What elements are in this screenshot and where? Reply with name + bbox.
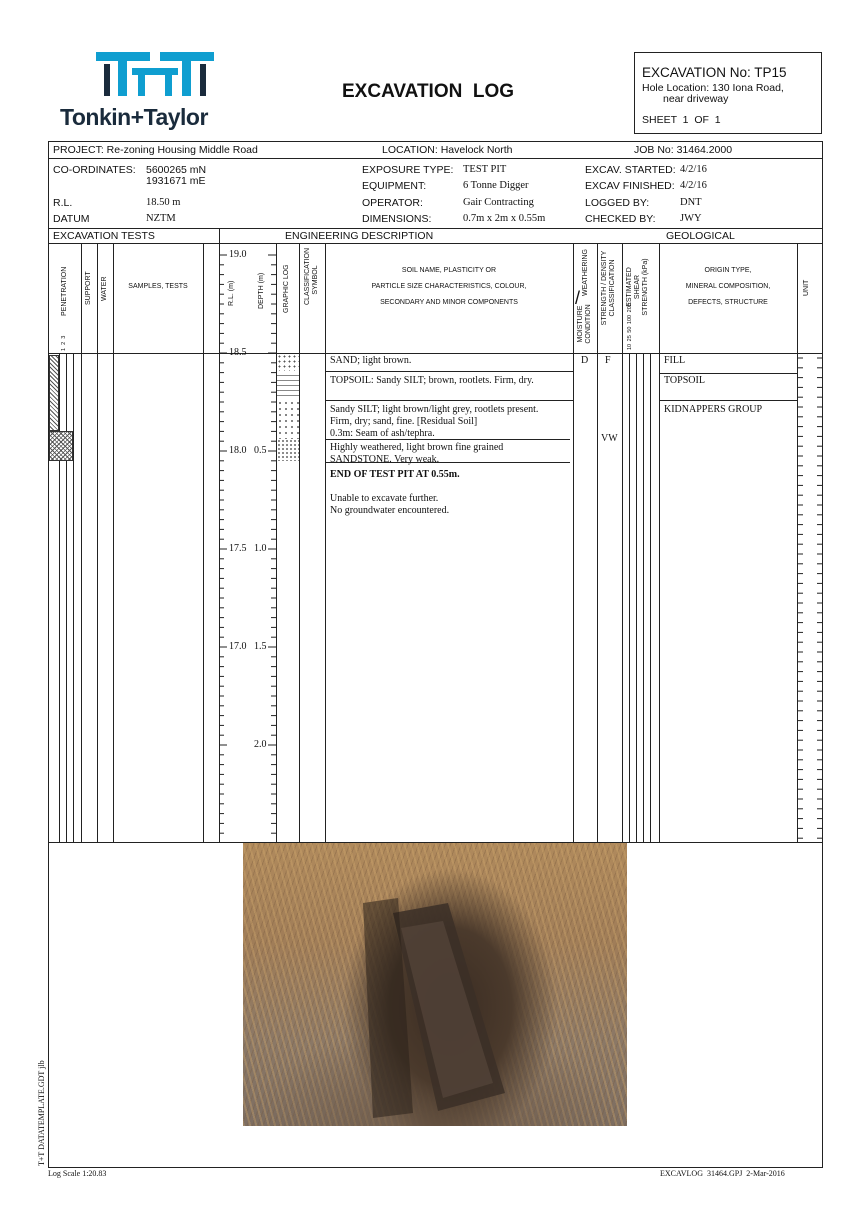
strength-value-1: F <box>605 355 611 366</box>
rl-scale-label: 18.0 <box>229 445 247 456</box>
unit-topsoil: TOPSOIL <box>664 375 705 386</box>
desc-silt-2: Firm, dry; sand, fine. [Residual Soil] <box>330 416 478 427</box>
penetration-bar-2 <box>49 431 73 461</box>
depth-scale <box>210 245 290 845</box>
excavated-pit <box>243 843 627 1126</box>
hole-location-line-1: Hole Location: 130 Iona Road, <box>642 82 784 94</box>
hole-location-line-2: near driveway <box>663 93 729 105</box>
depth-scale-label: 1.0 <box>254 543 267 554</box>
col-penetration-scale: 1 2 3 <box>61 335 67 351</box>
logged-label: LOGGED BY: <box>585 197 650 209</box>
finished-value: 4/2/16 <box>680 180 707 191</box>
desc-silt-1: Sandy SILT; light brown/light grey, rootlets present. <box>330 404 539 415</box>
project-name: PROJECT: Re-zoning Housing Middle Road <box>53 144 258 156</box>
equipment-value: 6 Tonne Digger <box>463 180 529 191</box>
test-pit-photo <box>243 843 627 1126</box>
col-soil-1: SOIL NAME, PLASTICITY OR <box>401 267 497 274</box>
section-engineering-description: ENGINEERING DESCRIPTION <box>285 230 434 242</box>
penetration-bar-1 <box>49 355 59 431</box>
desc-seam: 0.3m: Seam of ash/tephra. <box>330 428 435 439</box>
project-location: LOCATION: Havelock North <box>382 144 513 156</box>
col-support: SUPPORT <box>85 271 92 305</box>
document-title: EXCAVATION LOG <box>342 81 515 102</box>
col-unit: UNIT <box>803 279 810 296</box>
section-geological: GEOLOGICAL <box>666 230 735 242</box>
started-value: 4/2/16 <box>680 164 707 175</box>
started-label: EXCAV. STARTED: <box>585 164 676 176</box>
coordinate-east: 1931671 mE <box>146 175 206 187</box>
datum-label: DATUM <box>53 213 90 225</box>
template-side-text: T+T DATATEMPLATE.GDT jlb <box>37 1060 46 1166</box>
col-classification: CLASSIFICATION SYMBOL <box>304 247 319 305</box>
sheet-number: SHEET 1 OF 1 <box>642 114 721 126</box>
checked-value: JWY <box>680 213 702 224</box>
depth-scale-label: 1.5 <box>254 641 267 652</box>
finished-label: EXCAV FINISHED: <box>585 180 675 192</box>
equipment-label: EQUIPMENT: <box>362 180 427 192</box>
col-penetration: PENETRATION <box>61 266 68 316</box>
exposure-value: TEST PIT <box>463 164 507 175</box>
depth-scale-label: 2.0 <box>254 739 267 750</box>
graphic-log-sand <box>277 354 299 371</box>
col-origin-2: MINERAL COMPOSITION, <box>685 283 771 290</box>
unit-ticks <box>797 353 823 843</box>
graphic-log-sandstone <box>277 439 299 461</box>
exposure-label: EXPOSURE TYPE: <box>362 164 454 176</box>
depth-scale-label: 0.5 <box>254 445 267 456</box>
title-box <box>634 52 822 134</box>
unit-fill: FILL <box>664 355 686 366</box>
datum-value: NZTM <box>146 213 176 224</box>
desc-sandstone-1: Highly weathered, light brown fine grained <box>330 442 504 453</box>
desc-note-2: No groundwater encountered. <box>330 505 450 516</box>
col-origin-1: ORIGIN TYPE, <box>704 267 752 274</box>
coordinate-north: 5600265 mN <box>146 164 207 176</box>
section-excavation-tests: EXCAVATION TESTS <box>53 230 155 242</box>
col-shear-scale: 10 25 50 100 200 <box>627 303 633 350</box>
col-rl: R.L. (m) <box>228 280 235 306</box>
col-shear: ESTIMATED SHEAR STRENGTH (kPa) <box>626 258 649 316</box>
desc-note-1: Unable to excavate further. <box>330 493 439 504</box>
coordinates-label: CO-ORDINATES: <box>53 164 136 176</box>
strength-value-2: VW <box>601 433 618 444</box>
excavation-number: EXCAVATION No: TP15 <box>642 65 787 80</box>
rl-scale-label: 19.0 <box>229 249 247 260</box>
rl-scale-label: 17.0 <box>229 641 247 652</box>
dimensions-label: DIMENSIONS: <box>362 213 432 225</box>
desc-end: END OF TEST PIT AT 0.55m. <box>330 469 460 480</box>
col-weathering: WEATHERING <box>582 249 589 296</box>
company-name: Tonkin+Taylor <box>60 104 208 130</box>
company-logo <box>60 50 240 135</box>
rl-label: R.L. <box>53 197 73 209</box>
col-graphic-log: GRAPHIC LOG <box>283 264 290 313</box>
col-origin-3: DEFECTS, STRUCTURE <box>688 299 768 306</box>
col-water: WATER <box>101 276 108 301</box>
col-samples: SAMPLES, TESTS <box>128 283 188 290</box>
desc-sandstone-2: SANDSTONE. Very weak. <box>330 454 440 465</box>
desc-topsoil: TOPSOIL: Sandy SILT; brown, rootlets. Firm, dry. <box>330 375 534 386</box>
unit-kidnappers: KIDNAPPERS GROUP <box>664 404 763 415</box>
rl-scale-label: 17.5 <box>229 543 247 554</box>
col-depth: DEPTH (m) <box>258 272 265 309</box>
moisture-value: D <box>581 355 589 366</box>
col-moisture: MOISTURE CONDITION <box>577 304 592 344</box>
logged-value: DNT <box>680 197 702 208</box>
desc-sand: SAND; light brown. <box>330 355 412 366</box>
job-number: JOB No: 31464.2000 <box>634 144 733 156</box>
operator-label: OPERATOR: <box>362 197 423 209</box>
col-soil-3: SECONDARY AND MINOR COMPONENTS <box>380 299 518 306</box>
file-reference: EXCAVLOG 31464.GPJ 2-Mar-2016 <box>660 1169 785 1178</box>
log-scale: Log Scale 1:20.83 <box>48 1169 107 1178</box>
graphic-log-topsoil <box>277 371 299 400</box>
moisture-weathering-slash: / <box>575 288 581 308</box>
rl-value: 18.50 m <box>146 197 181 208</box>
rl-scale-label: 18.5 <box>229 347 247 358</box>
checked-label: CHECKED BY: <box>585 213 656 225</box>
dimensions-value: 0.7m x 2m x 0.55m <box>463 213 546 224</box>
col-soil-2: PARTICLE SIZE CHARACTERISTICS, COLOUR, <box>371 283 527 290</box>
tt-logo-icon <box>96 50 216 100</box>
operator-value: Gair Contracting <box>463 197 534 208</box>
col-strength: STRENGTH / DENSITY CLASSIFICATION <box>601 250 616 326</box>
graphic-log-silt <box>277 400 299 439</box>
